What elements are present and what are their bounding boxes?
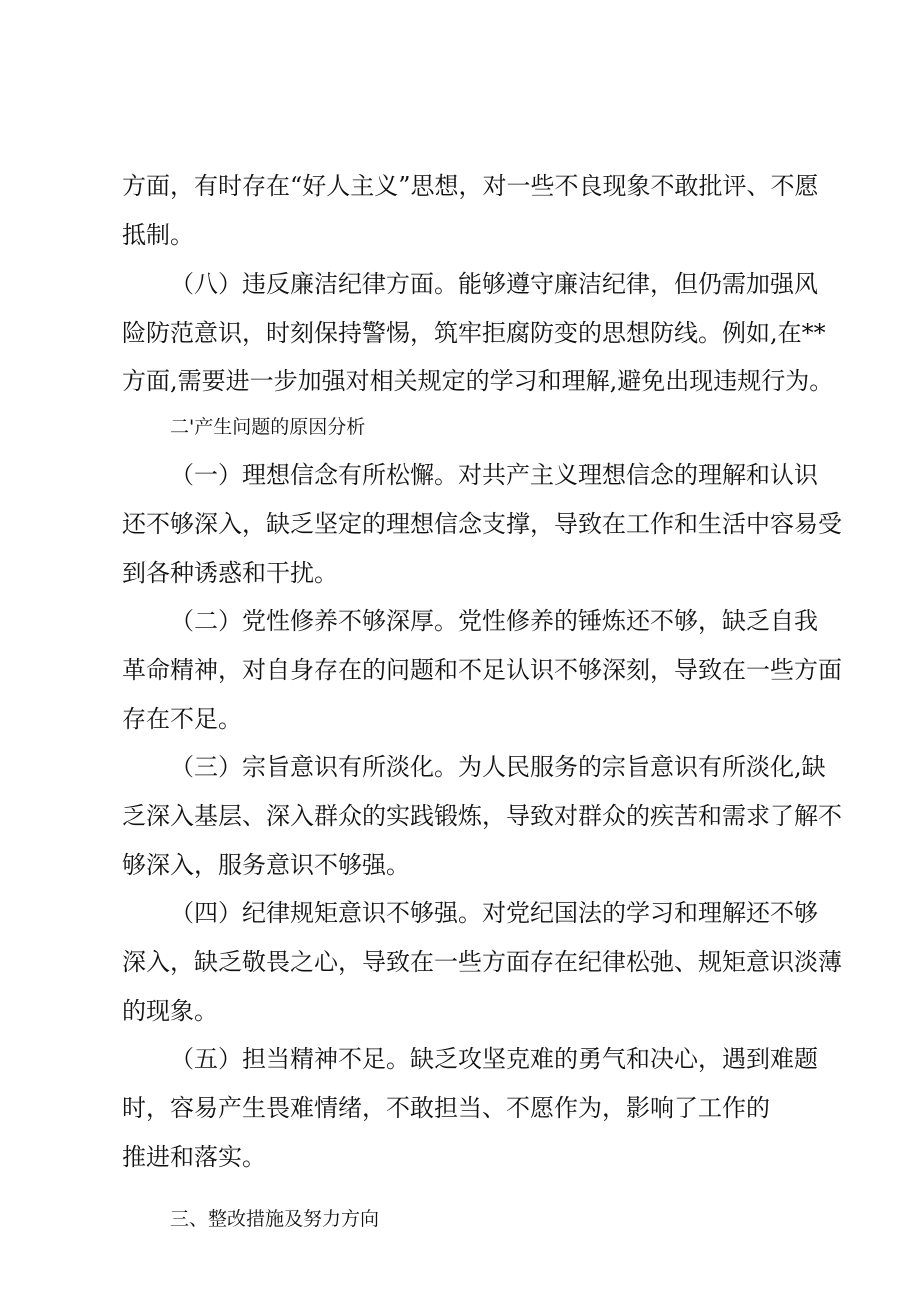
paragraph-line: 深入，缺乏敬畏之心，导致在一些方面存在纪律松弛、规矩意识淡薄 [122,948,842,976]
paragraph-line: 还不够深入，缺乏坚定的理想信念支撑，导致在工作和生活中容易受 [122,510,842,538]
paragraph-line: 够深入，服务意识不够强。 [122,851,410,879]
paragraph-line: （二）党性修养不够深厚。党性修养的锤炼还不够，缺乏自我 [170,607,818,635]
paragraph-line: （一）理想信念有所松懈。对共产主义理想信念的理解和认识 [170,461,818,489]
section-heading: 三、整改措施及努力方向 [170,1208,380,1230]
paragraph-line: 推进和落实。 [122,1143,266,1171]
paragraph-line: 方面,需要进一步加强对相关规定的学习和理解,避免出现违规行为。 [122,367,834,395]
paragraph-line: 险防范意识，时刻保持警惕，筑牢拒腐防变的思想防线。例如,在** [122,319,826,347]
paragraph-line: 乏深入基层、深入群众的实践锻炼，导致对群众的疾苦和需求了解不 [122,802,842,830]
section-heading: 二'产生问题的原因分析 [170,416,366,438]
paragraph-line: 到各种诱惑和干扰。 [122,559,338,587]
paragraph-line: （四）纪律规矩意识不够强。对党纪国法的学习和理解还不够 [170,899,818,927]
paragraph-line: 革命精神，对自身存在的问题和不足认识不够深刻，导致在一些方面 [122,656,842,684]
paragraph-line: （三）宗旨意识有所淡化。为人民服务的宗旨意识有所淡化,缺 [170,753,826,781]
paragraph-line: 抵制。 [122,221,194,249]
paragraph-line: 的现象。 [122,997,218,1025]
paragraph-line: 存在不足。 [122,705,242,733]
paragraph-line: （八）违反廉洁纪律方面。能够遵守廉洁纪律，但仍需加强风 [170,270,818,298]
paragraph-line: 时，容易产生畏难情绪，不敢担当、不愿作为，影响了工作的 [122,1094,770,1122]
paragraph-line: （五）担当精神不足。缺乏攻坚克难的勇气和决心，遇到难题 [170,1045,818,1073]
paragraph-line: 方面，有时存在“好人主义”思想，对一些不良现象不敢批评、不愿 [122,172,819,200]
